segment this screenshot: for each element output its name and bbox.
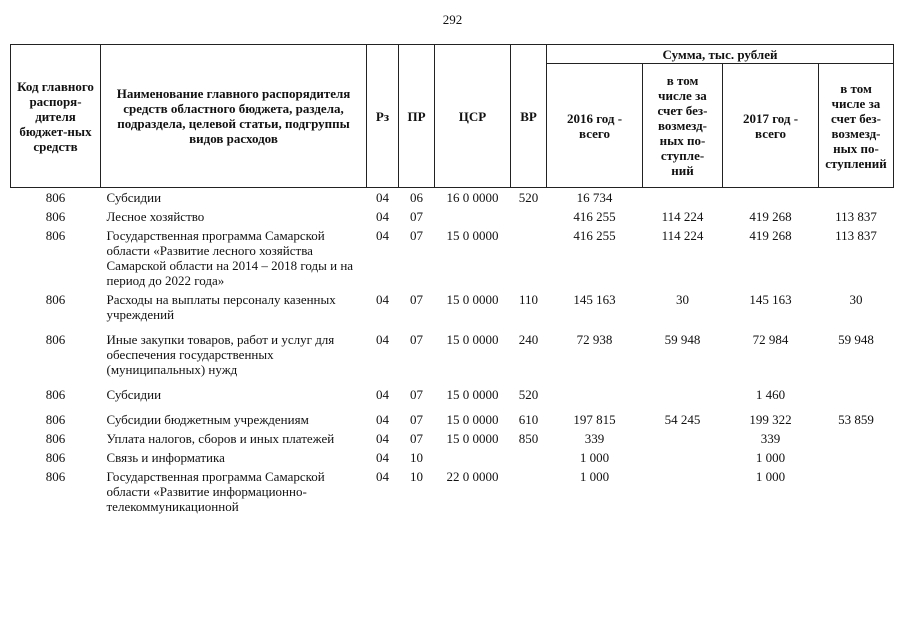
cell-y2016-bv: 114 224 bbox=[661, 209, 704, 224]
header-2016-total: 2016 год - всего bbox=[547, 64, 643, 188]
budget-table bbox=[10, 44, 894, 516]
cell-code: 806 bbox=[45, 431, 66, 446]
cell-y2016-bv: 30 bbox=[676, 292, 689, 307]
cell-rz: 04 bbox=[376, 469, 389, 484]
cell-y2016: 1 000 bbox=[579, 450, 610, 465]
cell-name: Субсидии bbox=[106, 387, 162, 402]
cell-rz: 04 bbox=[376, 431, 389, 446]
cell-y2017-bv: 113 837 bbox=[835, 209, 877, 224]
cell-name: Государственная программа Самарской области «Развитие информационно-телекоммуникационной bbox=[106, 469, 325, 514]
cell-y2017 bbox=[723, 188, 819, 208]
cell-y2016-bv bbox=[643, 188, 723, 208]
cell-rz: 04 bbox=[376, 450, 389, 465]
header-sum: Сумма, тыс. рублей bbox=[547, 45, 894, 64]
table-row bbox=[11, 410, 894, 429]
table-row bbox=[11, 226, 894, 290]
cell-y2017: 339 bbox=[760, 431, 781, 446]
cell-y2016-bv bbox=[643, 467, 723, 516]
cell-y2016: 72 938 bbox=[576, 332, 613, 347]
cell-vr: 520 bbox=[518, 387, 539, 402]
cell-y2016: 339 bbox=[584, 431, 605, 446]
cell-vr: 520 bbox=[518, 190, 539, 205]
header-code: Код главного распоря-дителя бюджет-ных средств bbox=[11, 45, 101, 188]
cell-y2017-bv: 53 859 bbox=[838, 412, 874, 427]
header-2017-total: 2017 год - всего bbox=[723, 64, 819, 188]
cell-vr bbox=[511, 207, 547, 226]
cell-rz: 04 bbox=[376, 387, 389, 402]
cell-y2017: 419 268 bbox=[749, 228, 792, 243]
cell-csr: 15 0 0000 bbox=[446, 228, 499, 243]
cell-y2017: 1 000 bbox=[755, 469, 786, 484]
table-row bbox=[11, 207, 894, 226]
header-name: Наименование главного распорядителя средств областного бюджета, раздела, подраздела, целевой статьи, подгруппы видов расходов bbox=[101, 45, 367, 188]
cell-name: Лесное хозяйство bbox=[106, 209, 205, 224]
table-row bbox=[11, 385, 894, 410]
cell-y2016: 197 815 bbox=[573, 412, 616, 427]
table-row bbox=[11, 188, 894, 208]
cell-y2016-bv bbox=[643, 448, 723, 467]
cell-y2017-bv bbox=[819, 385, 894, 410]
header-2016-bv: в том числе за счет без-возмезд-ных по-ступле-ний bbox=[643, 64, 723, 188]
cell-y2017-bv: 113 837 bbox=[835, 228, 877, 243]
cell-pr: 07 bbox=[410, 431, 423, 446]
cell-y2017: 1 000 bbox=[755, 450, 786, 465]
cell-csr: 15 0 0000 bbox=[446, 332, 499, 347]
header-2017-bv: в том числе за счет без-возмезд-ных по-ступлений bbox=[819, 64, 894, 188]
cell-name: Субсидии bbox=[106, 190, 162, 205]
cell-y2016-bv bbox=[643, 429, 723, 448]
table-row bbox=[11, 467, 894, 516]
cell-y2016-bv: 59 948 bbox=[664, 332, 701, 347]
cell-y2017-bv: 59 948 bbox=[838, 332, 874, 347]
cell-y2017: 145 163 bbox=[749, 292, 792, 307]
cell-pr: 07 bbox=[410, 292, 423, 307]
cell-csr: 15 0 0000 bbox=[446, 431, 499, 446]
cell-code: 806 bbox=[45, 190, 66, 205]
cell-y2016: 416 255 bbox=[573, 228, 616, 243]
cell-y2016-bv: 54 245 bbox=[664, 412, 701, 427]
cell-vr: 110 bbox=[518, 292, 539, 307]
cell-csr: 15 0 0000 bbox=[446, 387, 499, 402]
header-rz: Рз bbox=[367, 45, 399, 188]
cell-rz: 04 bbox=[376, 190, 389, 205]
cell-pr: 07 bbox=[410, 332, 423, 347]
cell-pr: 07 bbox=[410, 209, 423, 224]
cell-y2016-bv bbox=[643, 385, 723, 410]
cell-y2017: 72 984 bbox=[752, 332, 789, 347]
cell-code: 806 bbox=[45, 332, 66, 347]
table-header bbox=[11, 45, 894, 188]
cell-y2016: 145 163 bbox=[573, 292, 616, 307]
header-csr: ЦСР bbox=[435, 45, 511, 188]
cell-code: 806 bbox=[45, 412, 66, 427]
cell-name: Государственная программа Самарской области «Развитие лесного хозяйства Самарской области на 2014 – 2018 годы и на период до 2022 года» bbox=[106, 228, 354, 288]
header-vr: ВР bbox=[511, 45, 547, 188]
cell-csr: 15 0 0000 bbox=[446, 412, 499, 427]
table-row bbox=[11, 290, 894, 330]
cell-pr: 10 bbox=[410, 469, 423, 484]
cell-rz: 04 bbox=[376, 228, 389, 243]
cell-rz: 04 bbox=[376, 332, 389, 347]
cell-y2017-bv: 30 bbox=[849, 292, 863, 307]
cell-csr: 16 0 0000 bbox=[446, 190, 499, 205]
cell-pr: 06 bbox=[410, 190, 423, 205]
table-row bbox=[11, 448, 894, 467]
cell-code: 806 bbox=[45, 469, 66, 484]
cell-y2017: 1 460 bbox=[755, 387, 786, 402]
cell-vr: 240 bbox=[518, 332, 539, 347]
cell-vr: 610 bbox=[518, 412, 539, 427]
cell-vr bbox=[511, 448, 547, 467]
cell-y2017-bv bbox=[819, 467, 894, 516]
cell-pr: 07 bbox=[410, 228, 423, 243]
cell-code: 806 bbox=[45, 292, 66, 307]
cell-y2016: 16 734 bbox=[576, 190, 613, 205]
cell-csr: 15 0 0000 bbox=[446, 292, 499, 307]
cell-vr bbox=[511, 226, 547, 290]
cell-y2017-bv bbox=[819, 188, 894, 208]
cell-pr: 07 bbox=[410, 412, 423, 427]
cell-y2016 bbox=[547, 385, 643, 410]
cell-code: 806 bbox=[45, 209, 66, 224]
table-row bbox=[11, 429, 894, 448]
cell-y2017-bv bbox=[819, 448, 894, 467]
cell-y2017: 419 268 bbox=[749, 209, 792, 224]
cell-rz: 04 bbox=[376, 292, 389, 307]
table-row bbox=[11, 330, 894, 385]
header-pr: ПР bbox=[399, 45, 435, 188]
cell-csr bbox=[435, 448, 511, 467]
cell-csr bbox=[435, 207, 511, 226]
cell-y2017-bv bbox=[819, 429, 894, 448]
cell-code: 806 bbox=[45, 228, 66, 243]
cell-y2017: 199 322 bbox=[749, 412, 792, 427]
cell-name: Связь и информатика bbox=[106, 450, 225, 465]
cell-rz: 04 bbox=[376, 412, 389, 427]
table-body bbox=[11, 188, 894, 517]
page-number: 292 bbox=[442, 12, 463, 27]
cell-vr bbox=[511, 467, 547, 516]
cell-name: Субсидии бюджетным учреждениям bbox=[106, 412, 309, 427]
cell-name: Расходы на выплаты персоналу казенных учреждений bbox=[106, 292, 336, 322]
cell-code: 806 bbox=[45, 387, 66, 402]
cell-name: Иные закупки товаров, работ и услуг для обеспечения государственных (муниципальных) нужд bbox=[106, 332, 335, 377]
cell-code: 806 bbox=[45, 450, 66, 465]
cell-csr: 22 0 0000 bbox=[446, 469, 499, 484]
cell-y2016: 416 255 bbox=[573, 209, 616, 224]
cell-name: Уплата налогов, сборов и иных платежей bbox=[106, 431, 335, 446]
cell-y2016: 1 000 bbox=[579, 469, 610, 484]
cell-vr: 850 bbox=[518, 431, 539, 446]
cell-y2016-bv: 114 224 bbox=[661, 228, 704, 243]
cell-pr: 07 bbox=[410, 387, 423, 402]
cell-pr: 10 bbox=[410, 450, 423, 465]
cell-rz: 04 bbox=[376, 209, 389, 224]
